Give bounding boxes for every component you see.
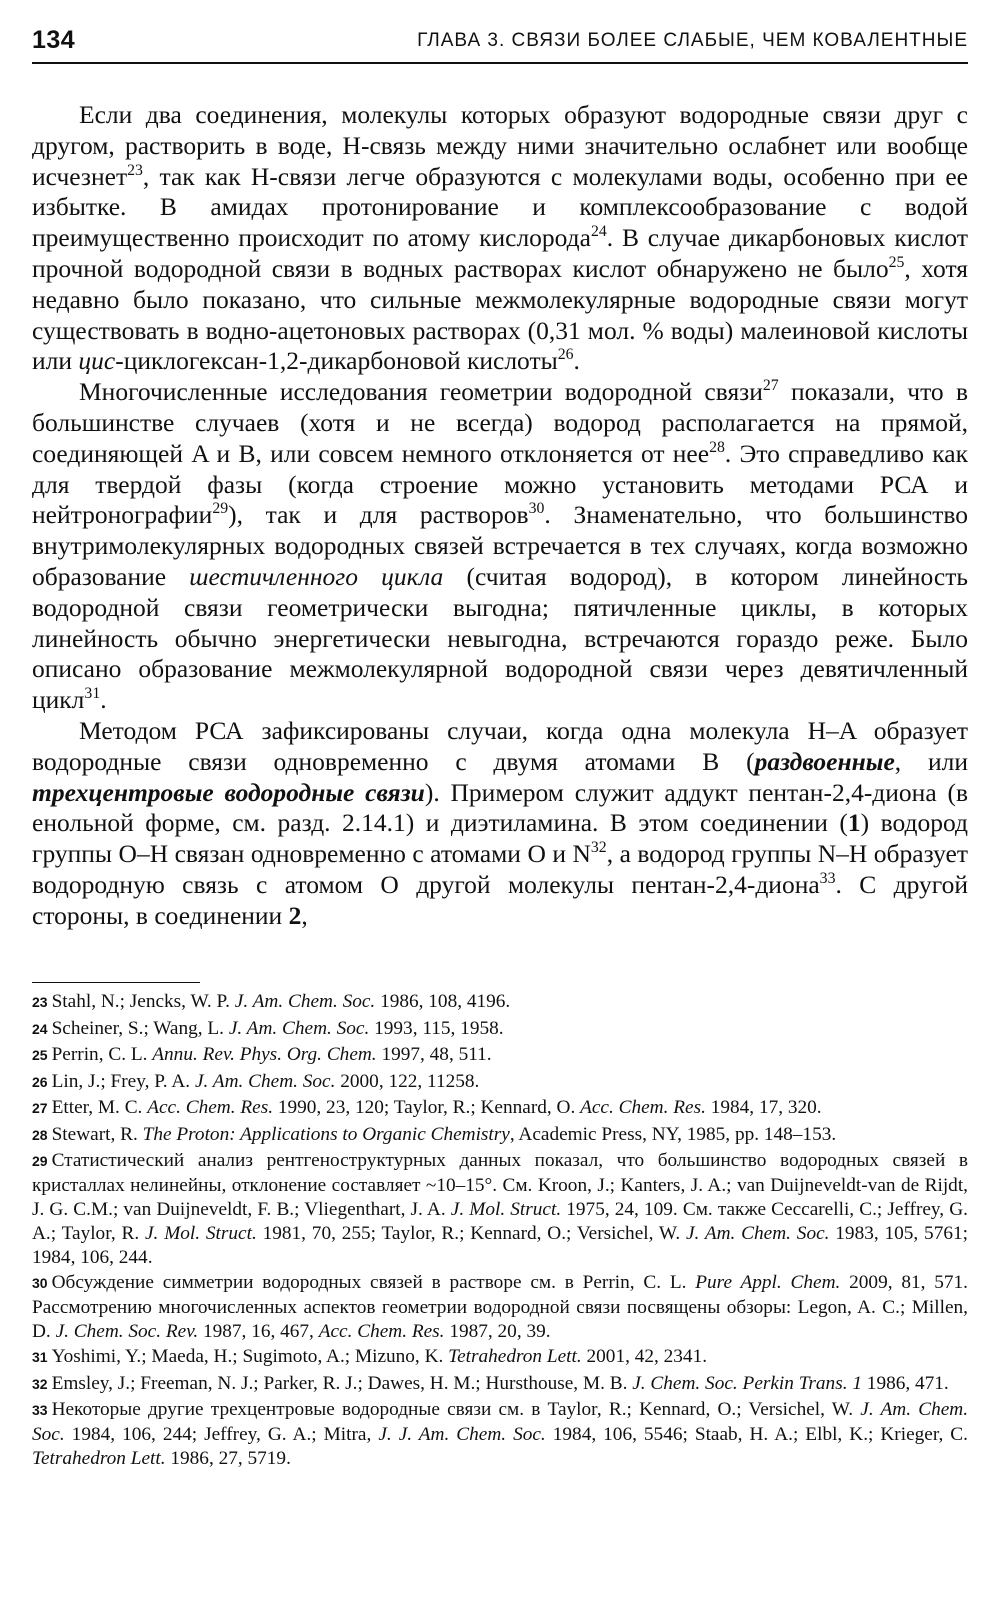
text-span: . Это справедливо как для твердой фазы (когда строение можно установить методами РСА и нейтронографии: [32, 438, 969, 530]
text-span: , Academic Press, NY, 1985, pp. 148–153.: [509, 1123, 837, 1145]
reference-marker: 25: [888, 254, 905, 272]
text-span: Обсуждение симметрии водородных связей в растворе см. в Perrin, C. L.: [51, 1272, 696, 1294]
text-span: , хотя недавно было показано, что сильные межмолекулярные водородные связи могут существовать в водно-ацетоновых растворах (0,31 мол. % воды) малеиновой кислоты или: [32, 253, 968, 376]
footnote-25: [32, 1043, 968, 1068]
text-span: Если два соединения, молекулы которых образуют водородные связи друг с другом, растворить в воде, H-связь между ними значительно ослабнет или вообще исчезнет: [32, 100, 968, 191]
page-header: [32, 26, 968, 62]
text-span: показали, что в большинстве случаев (хотя и не всегда) водород располагается на прямой, соединяющей A и B, или совсем немного отклоняется от нее: [32, 377, 968, 468]
text-span: 1975, 24, 109. См. также Ceccarelli, C.; Jeffrey, G. A.; Taylor, R.: [32, 1198, 968, 1244]
term-emphasis: раздвоенные: [754, 746, 895, 776]
reference-marker: 31: [84, 685, 101, 703]
text-span: 1993, 115, 1958.: [369, 1017, 504, 1039]
text-span: Yoshimi, Y.; Maeda, H.; Sugimoto, A.; Mizuno, K.: [51, 1346, 449, 1368]
term-emphasis: трехцентровые водородные связи: [32, 777, 425, 807]
running-title: ГЛАВА 3. СВЯЗИ БОЛЕЕ СЛАБЫЕ, ЧЕМ КОВАЛЕНТНЫЕ: [417, 30, 968, 51]
footnote-24: [32, 1017, 968, 1042]
text-span: ) водород группы O–H связан одновременно с атомами O и N: [32, 808, 968, 869]
text-span: 1984, 17, 320.: [705, 1097, 822, 1118]
text-span: Lin, J.; Frey, P. A.: [51, 1070, 195, 1092]
text-span: 1984, 106, 244; Jeffrey, G. A.; Mitra,: [64, 1424, 379, 1446]
paragraph-3: [32, 716, 968, 932]
italic-span: Tetrahedron Lett.: [448, 1346, 582, 1368]
text-span: ), так и для растворов: [228, 500, 529, 530]
header-rule: [32, 62, 968, 64]
text-span: 1987, 16, 467,: [198, 1320, 319, 1342]
text-span: Методом РСА зафиксированы случаи, когда одна молекула H–A образует водородные связи одновременно с двумя атомами B (: [32, 715, 968, 776]
footnote-31: [32, 1345, 968, 1370]
italic-span: J. Am. Chem. Soc.: [32, 1399, 969, 1446]
italic-span: J. Chem. Soc. Rev.: [55, 1320, 199, 1342]
text-span: Etter, M. C.: [51, 1097, 148, 1118]
text-span: (считая водород), в котором линейность водородной связи геометрически выгодна; пятичленные циклы, в которых линейность обычно энергетически невыгодна, встречаются гораздо реже. Было описано образование межмолекулярной водородной связи через девятичленный цикл: [32, 561, 968, 715]
italic-span: Annu. Rev. Phys. Org. Chem.: [152, 1044, 377, 1065]
paragraph-2: [32, 377, 968, 716]
text-span: Emsley, J.; Freeman, N. J.; Parker, R. J.; Dawes, H. M.; Hursthouse, M. B.: [51, 1372, 633, 1394]
footnote-number: 31: [32, 1349, 48, 1366]
footnote-number: 25: [32, 1047, 48, 1063]
italic-span: Acc. Chem. Res.: [580, 1097, 706, 1118]
text-span: 2001, 42, 2341.: [581, 1346, 708, 1368]
footnote-number: 33: [32, 1402, 48, 1419]
text-span: 1983, 105, 5761; 1984, 106, 244.: [32, 1222, 968, 1268]
italic-span: J. Am. Chem. Soc.: [234, 991, 376, 1012]
text-span: 2009, 81, 571. Рассмотрению многочисленных аспектов геометрии водородной связи посвящены обзоры: Legon, A. C.; Millen, D.: [32, 1272, 968, 1342]
text-span: Scheiner, S.; Wang, L.: [51, 1017, 229, 1039]
reference-marker: 33: [819, 870, 836, 888]
italic-span: Acc. Chem. Res.: [318, 1320, 445, 1342]
text-span: -циклогексан-1,2-дикарбоновой кислоты: [115, 346, 558, 376]
italic-span: J. J. Am. Chem. Soc.: [378, 1424, 546, 1446]
italic-span: цис: [78, 346, 116, 376]
text-span: 1986, 471.: [861, 1372, 949, 1394]
text-span: , так как H-связи легче образуются с молекулами воды, особенно при ее избытке. В амидах протонирование и комплексообразование с водой преимущественно происходит по атому кислорода: [32, 161, 968, 253]
text-span: ,: [301, 900, 308, 930]
footnote-32: [32, 1372, 968, 1397]
text-span: 1986, 108, 4196.: [375, 991, 511, 1012]
text-span: 1981, 70, 255; Taylor, R.; Kennard, O.; Versichel, W.: [256, 1222, 686, 1244]
text-span: .: [573, 346, 580, 376]
text-span: 1986, 27, 5719.: [165, 1448, 291, 1470]
text-span: Stewart, R.: [51, 1123, 143, 1145]
footnote-number: 30: [32, 1275, 48, 1292]
text-span: Статистический анализ рентгеноструктурных данных показал, что большинство водородных связей в кристаллах нелинейны, отклонение составляет ~10–15°. См. Kroon, J.; Kanters, J. A.; van Duijneveldt-van de Rijdt, J. G. C.M.; van Duijneveldt, F. B.; Vliegenthart, J. A.: [32, 1150, 968, 1220]
text-span: 1984, 106, 5546; Staab, H. A.; Elbl, K.; Krieger, C.: [545, 1424, 968, 1446]
reference-marker: 30: [528, 500, 545, 518]
footnote-30: [32, 1271, 968, 1344]
footnote-28: [32, 1123, 968, 1148]
italic-span: J. Chem. Soc. Perkin Trans. 1: [632, 1372, 862, 1394]
italic-span: The Proton: Applications to Organic Chemistry: [142, 1123, 510, 1145]
bold-span: 1: [847, 808, 861, 838]
text-span: . С другой стороны, в соединении: [32, 869, 968, 930]
text-span: . В случае дикарбоновых кислот прочной водородной связи в водных растворах кислот обнаружено не было: [32, 223, 968, 283]
italic-span: J. Mol. Struct.: [450, 1198, 562, 1220]
text-span: , или: [894, 746, 968, 776]
italic-span: J. Am. Chem. Soc.: [685, 1222, 830, 1244]
bold-span: 2: [288, 900, 302, 930]
reference-marker: 27: [762, 377, 779, 395]
reference-marker: 29: [212, 500, 229, 518]
footnote-number: 28: [32, 1126, 48, 1143]
text-span: Многочисленные исследования геометрии водородной связи: [79, 377, 763, 407]
text-span: , а водород группы N–H образует водородную связь с атомом O другой молекулы пентан-2,4-диона: [32, 839, 969, 899]
main-text: [32, 100, 968, 932]
page-number: 134: [32, 26, 76, 54]
footnote-number: 23: [32, 994, 48, 1010]
text-span: . Знаменательно, что большинство внутримолекулярных водородных связей встречается в тех случаях, когда возможно образование: [32, 500, 968, 591]
footnotes: [32, 990, 968, 1473]
text-span: 2000, 122, 11258.: [335, 1070, 480, 1092]
footnote-29: [32, 1149, 968, 1270]
text-span: ). Примером служит аддукт пентан-2,4-диона (в енольной форме, см. разд. 2.14.1) и диэтиламина. В этом соединении (: [32, 777, 968, 838]
footnote-number: 26: [32, 1073, 48, 1090]
text-span: 1987, 20, 39.: [444, 1320, 551, 1342]
text-span: 1997, 48, 511.: [376, 1044, 492, 1065]
text-span: Perrin, C. L.: [51, 1044, 153, 1065]
footnote-number: 27: [32, 1100, 48, 1116]
italic-span: Acc. Chem. Res.: [147, 1097, 274, 1118]
italic-span: Pure Appl. Chem.: [695, 1272, 841, 1294]
italic-span: Tetrahedron Lett.: [32, 1448, 166, 1470]
text-span: .: [100, 685, 107, 715]
reference-marker: 24: [590, 223, 607, 241]
footnote-27: [32, 1096, 968, 1121]
footnote-number: 32: [32, 1375, 48, 1392]
reference-marker: 23: [127, 161, 143, 179]
text-span: 1990, 23, 120; Taylor, R.; Kennard, O.: [273, 1097, 581, 1118]
reference-marker: 28: [709, 438, 725, 456]
footnote-number: 24: [32, 1020, 48, 1037]
text-span: Stahl, N.; Jencks, W. P.: [51, 991, 235, 1012]
footnote-33: [32, 1398, 968, 1471]
text-span: Некоторые другие трехцентровые водородные связи см. в Taylor, R.; Kennard, O.; Versichel, W.: [51, 1399, 861, 1421]
italic-span: J. Mol. Struct.: [145, 1222, 257, 1244]
reference-marker: 26: [557, 346, 574, 364]
italic-span: J. Am. Chem. Soc.: [228, 1017, 370, 1039]
reference-marker: 32: [590, 839, 607, 857]
footnote-number: 29: [32, 1153, 48, 1169]
footnote-26: [32, 1070, 968, 1095]
italic-span: J. Am. Chem. Soc.: [194, 1070, 336, 1092]
footnote-separator: [32, 982, 200, 983]
paragraph-1: [32, 100, 968, 377]
footnote-23: [32, 990, 968, 1015]
italic-span: шестичленного цикла: [189, 561, 444, 591]
